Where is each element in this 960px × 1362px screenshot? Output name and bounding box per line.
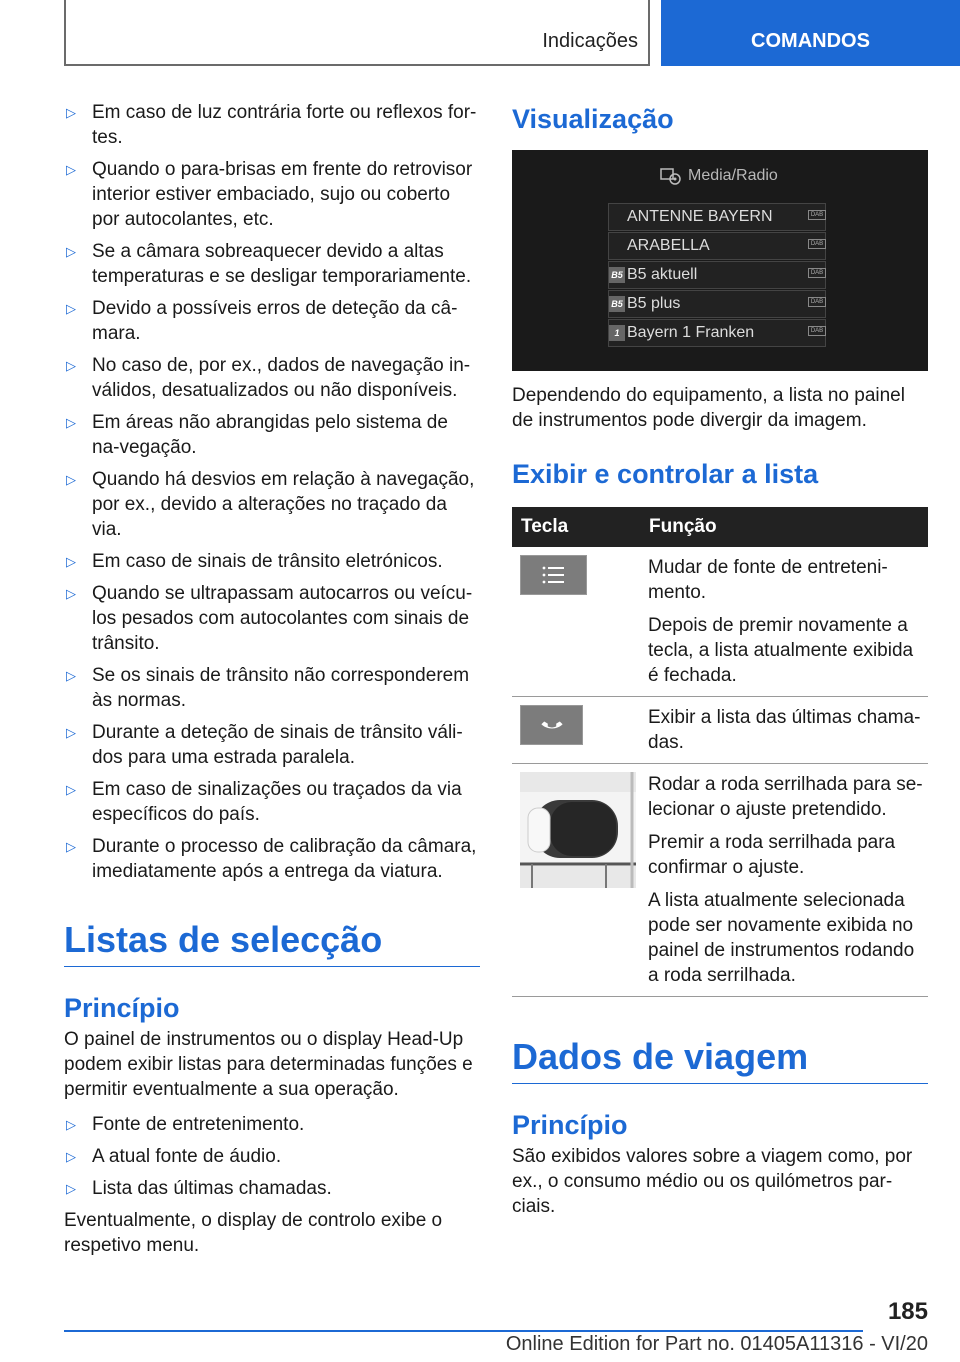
triangle-bullet-icon: ▷ — [66, 105, 76, 120]
triangle-bullet-icon: ▷ — [66, 782, 76, 797]
triangle-bullet-icon: ▷ — [66, 472, 76, 487]
media-icon — [660, 166, 682, 186]
triangle-bullet-icon: ▷ — [66, 586, 76, 601]
triangle-bullet-icon: ▷ — [66, 301, 76, 316]
header-tab-comandos[interactable]: COMANDOS — [661, 0, 960, 66]
list-item: B5 B5 aktuell — [608, 261, 826, 289]
section-heading-listas: Listas de selecção — [64, 918, 480, 967]
page-number: 185 — [887, 1298, 928, 1325]
media-radio-screenshot — [512, 150, 928, 371]
list-item: ▷ Se a câmara sobreaquecer devido a altas temperaturas e se desligar temporariamente. — [66, 241, 472, 287]
station-list — [608, 203, 826, 348]
subheading-principio: Princípio — [64, 993, 180, 1023]
screen-caption: Dependendo do equipamento, a lista no painel de instrumentos pode divergir da imagem. — [512, 385, 905, 431]
table-row: Exibir a lista das últimas chama-das. — [512, 697, 928, 764]
section-heading-dados: Dados de viagem — [512, 1035, 928, 1084]
dab-badge: DAB — [808, 326, 826, 336]
list-item: ▷ Durante a deteção de sinais de trânsito váli-dos para uma estrada paralela. — [66, 722, 463, 768]
table-header-tecla: Tecla — [512, 507, 640, 547]
list-item: ▷ Quando se ultrapassam autocarros ou veícu-los pesados com autocolantes com sinais de trânsito. — [66, 583, 473, 654]
table-header-funcao: Função — [640, 507, 928, 547]
footer-rule — [64, 1330, 863, 1332]
right-column — [512, 100, 928, 1219]
screen-header — [660, 166, 778, 186]
list-item: ▷ Em áreas não abrangidas pelo sistema de na-vegação. — [66, 412, 448, 458]
triangle-bullet-icon: ▷ — [66, 1117, 76, 1132]
controls-table — [512, 507, 928, 997]
triangle-bullet-icon: ▷ — [66, 839, 76, 854]
triangle-bullet-icon: ▷ — [66, 415, 76, 430]
triangle-bullet-icon: ▷ — [66, 668, 76, 683]
list-icon — [520, 555, 587, 595]
list-item: ▷ Lista das últimas chamadas. — [66, 1178, 332, 1199]
list-item: ▷ Se os sinais de trânsito não corresponderem às normas. — [66, 665, 470, 711]
limitations-list — [64, 100, 480, 884]
list-item: ▷ Durante o processo de calibração da câmara, imediatamente após a entrega da viatura. — [66, 836, 477, 882]
dab-badge: DAB — [808, 239, 826, 249]
list-item: ▷ Em caso de sinalizações ou traçados da via específicos do país. — [66, 779, 462, 825]
triangle-bullet-icon: ▷ — [66, 244, 76, 259]
station-logo: B5 — [609, 296, 625, 312]
triangle-bullet-icon: ▷ — [66, 1181, 76, 1196]
list-item: 1 Bayern 1 Franken — [608, 319, 826, 347]
thumbwheel-icon — [520, 772, 636, 888]
left-column — [64, 100, 480, 1258]
subheading-principio-2: Princípio — [512, 1110, 628, 1140]
list-item: ▷ No caso de, por ex., dados de navegação in-válidos, desatualizados ou não disponíveis. — [66, 355, 471, 401]
triangle-bullet-icon: ▷ — [66, 358, 76, 373]
dab-badge: DAB — [808, 297, 826, 307]
station-logo: B5 — [609, 267, 625, 283]
list-item: ▷ Em caso de luz contrária forte ou reflexos for-tes. — [66, 102, 477, 148]
triangle-bullet-icon: ▷ — [66, 1149, 76, 1164]
list-item: B5 B5 plus — [608, 290, 826, 318]
dab-badge: DAB — [808, 268, 826, 278]
station-logo: 1 — [609, 325, 625, 341]
trip-paragraph: São exibidos valores sobre a viagem como, por ex., o consumo médio ou os quilómetros par-ciais. — [512, 1146, 913, 1217]
triangle-bullet-icon: ▷ — [66, 554, 76, 569]
dab-badge: DAB — [808, 210, 826, 220]
subheading-visualizacao: Visualização — [512, 104, 674, 134]
table-header-row — [512, 507, 928, 547]
table-row: Rodar a roda serrilhada para se-lecionar o ajuste pretendido. Premir a roda serrilhada para confirmar o ajuste. A lista atualmente selecionada pode ser novamente exibida no painel de instrumentos rodando a roda serrilhada. — [512, 764, 928, 997]
table-row: Mudar de fonte de entreteni-mento. Depois de premir novamente a tecla, a lista atualmente exibida é fechada. — [512, 547, 928, 697]
subheading-exibir: Exibir e controlar a lista — [512, 459, 819, 489]
list-item: ▷ Quando o para-brisas em frente do retrovisor interior estiver embaciado, sujo ou coberto por autocolantes, etc. — [66, 159, 473, 230]
intro-paragraph: O painel de instrumentos ou o display Head-Up podem exibir listas para determinadas funções e permitir eventualmente a sua operação. — [64, 1029, 473, 1100]
outro-paragraph: Eventualmente, o display de controlo exibe o respetivo menu. — [64, 1210, 443, 1256]
list-item: ▷ Quando há desvios em relação à navegação, por ex., devido a alterações no traçado da via. — [66, 469, 475, 540]
list-sources — [64, 1112, 480, 1201]
header-section-title: Indicações — [542, 30, 638, 52]
triangle-bullet-icon: ▷ — [66, 725, 76, 740]
header-section-box — [64, 0, 650, 66]
list-item: ▷ A atual fonte de áudio. — [66, 1146, 282, 1167]
triangle-bullet-icon: ▷ — [66, 162, 76, 177]
list-item: ARABELLA — [608, 232, 826, 260]
footer-edition: Online Edition for Part no. 01405A11316 - VI/20 — [505, 1333, 928, 1355]
screen-title: Media/Radio — [688, 167, 778, 184]
list-item: ▷ Fonte de entretenimento. — [66, 1114, 305, 1135]
list-item: ▷ Em caso de sinais de trânsito eletrónicos. — [66, 551, 443, 572]
list-item: ▷ Devido a possíveis erros de deteção da câ-mara. — [66, 298, 458, 344]
phone-icon — [520, 705, 583, 745]
list-item: ANTENNE BAYERN — [608, 203, 826, 231]
